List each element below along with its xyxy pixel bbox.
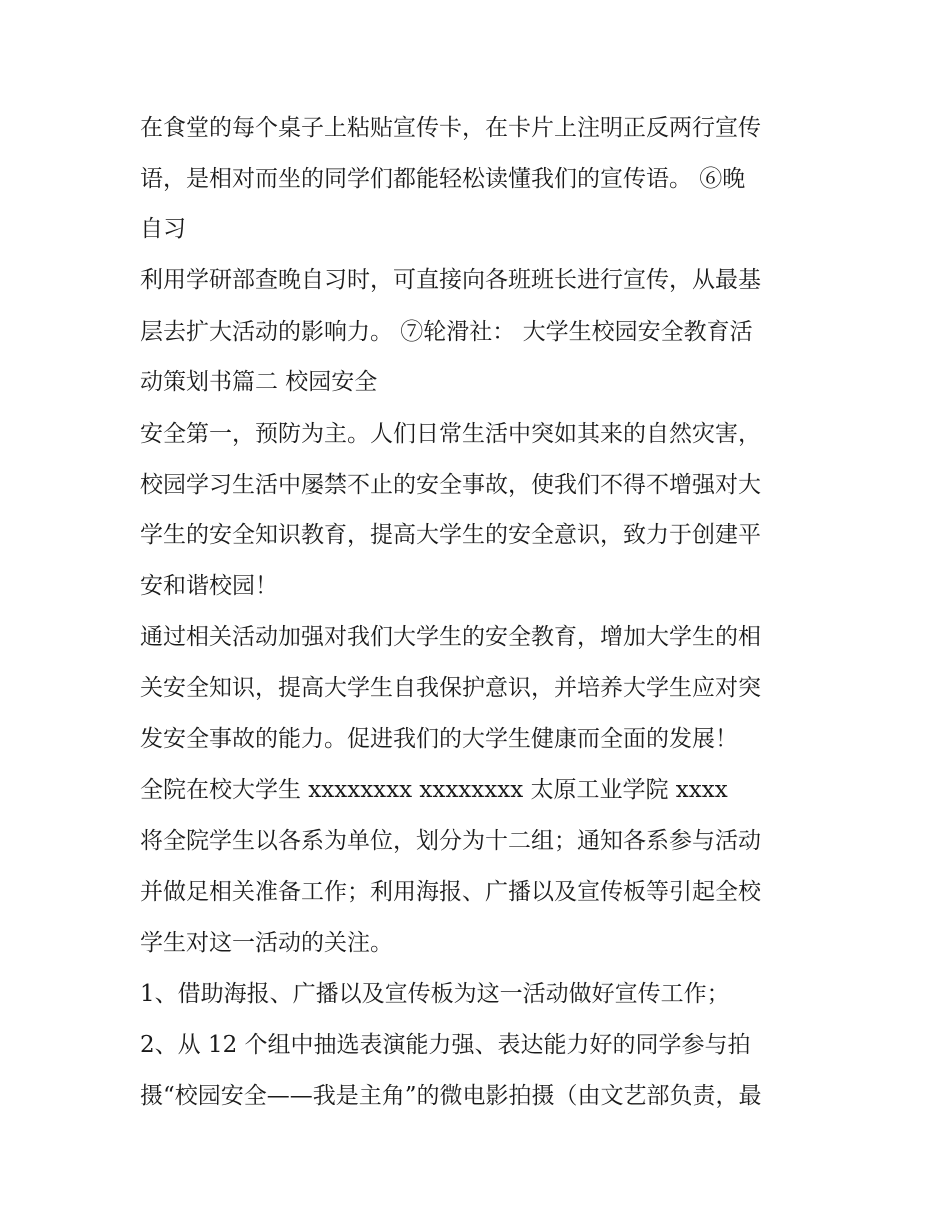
text-line-3: 自习 — [140, 216, 186, 242]
text-line-6: 动策划书篇二 校园安全 — [140, 369, 378, 395]
text-line-11: 通过相关活动加强对我们大学生的安全教育，增加大学生的相 — [140, 624, 761, 650]
text-line-1: 在食堂的每个桌子上粘贴宣传卡，在卡片上注明正反两行宣传 — [140, 115, 761, 141]
text-line-16: 并做足相关准备工作；利用海报、广播以及宣传板等引起全校 — [140, 879, 761, 905]
text-line-10: 安和谐校园！ — [140, 573, 278, 599]
text-line-2: 语，是相对而坐的同学们都能轻松读懂我们的宣传语。 ⑥晚 — [140, 166, 746, 192]
text-line-20: 摄“校园安全——我是主角”的微电影拍摄（由文艺部负责，最 — [140, 1083, 762, 1109]
text-line-7: 安全第一，预防为主。人们日常生活中突如其来的自然灾害， — [140, 421, 761, 447]
text-line-8: 校园学习生活中屡禁不止的安全事故，使我们不得不增强对大 — [140, 472, 761, 498]
text-line-13: 发安全事故的能力。促进我们的大学生健康而全面的发展！ — [140, 726, 738, 752]
text-line-15: 将全院学生以各系为单位，划分为十二组；通知各系参与活动 — [140, 828, 761, 854]
text-line-17: 学生对这一活动的关注。 — [140, 930, 393, 956]
text-line-12: 关安全知识，提高大学生自我保护意识，并培养大学生应对突 — [140, 675, 761, 701]
text-line-14: 全院在校大学生 xxxxxxxx xxxxxxxx 太原工业学院 xxxx — [140, 777, 728, 803]
text-line-18: 1、借助海报、广播以及宣传板为这一活动做好宣传工作； — [140, 981, 730, 1007]
text-line-5: 层去扩大活动的影响力。 ⑦轮滑社： 大学生校园安全教育活 — [140, 319, 753, 345]
text-line-9: 学生的安全知识教育，提高大学生的安全意识，致力于创建平 — [140, 522, 761, 548]
text-line-19: 2、从 12 个组中抽选表演能力强、表达能力好的同学参与拍 — [140, 1032, 751, 1058]
text-line-4: 利用学研部查晚自习时，可直接向各班班长进行宣传，从最基 — [140, 267, 761, 293]
